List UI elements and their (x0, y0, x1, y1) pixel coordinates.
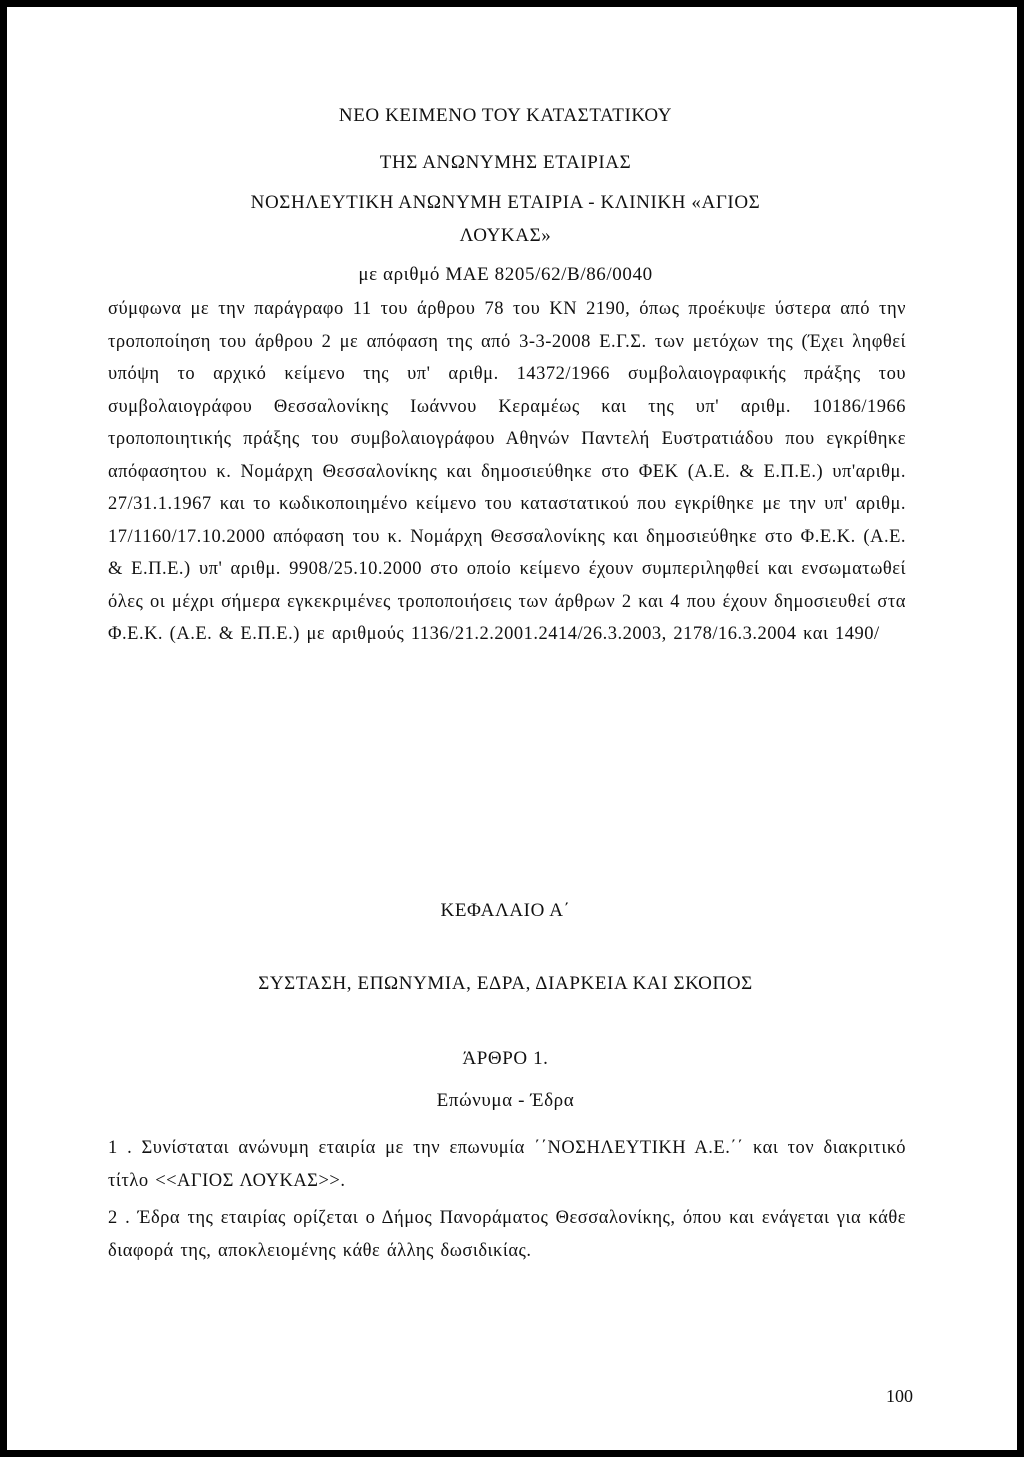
header-line-2: ΤΗΣ ΑΝΩΝΥΜΗΣ ΕΤΑΙΡΙΑΣ (379, 152, 632, 173)
header-line-1: ΝΕΟ ΚΕΙΜΕΝΟ ΤΟΥ ΚΑΤΑΣΤΑΤΙΚΟΥ (338, 105, 673, 126)
article-paragraph-2: 2 . Έδρα της εταιρίας ορίζεται ο Δήμος Πανοράματος Θεσσαλονίκης, όπου και ενάγεται για κάθε διαφορά της, αποκλειομένης κάθε άλλης δωσιδικίας. (108, 1208, 906, 1261)
chapter-label: ΚΕΦΑΛΑΙΟ Α΄ (440, 900, 571, 921)
header-line-4: ΛΟΥΚΑΣ» (459, 225, 552, 246)
article-title: Επώνυμα - Έδρα (436, 1090, 575, 1111)
page-number: 100 (886, 1386, 913, 1406)
header-line-3: ΝΟΣΗΛΕΥΤΙΚΗ ΑΝΩΝΥΜΗ ΕΤΑΙΡΙΑ - ΚΛΙΝΙΚΗ «ΑΓΙΟΣ (250, 192, 761, 213)
article-paragraph-1: 1 . Συνίσταται ανώνυμη εταιρία με την επωνυμία ΄΄ΝΟΣΗΛΕΥΤΙΚΗ Α.Ε.΄΄ και τον διακριτικό τίτλο <<ΑΓΙΟΣ ΛΟΥΚΑΣ>>. (108, 1138, 906, 1191)
header-line-5: με αριθμό ΜΑΕ 8205/62/Β/86/0040 (358, 264, 653, 285)
document-page (7, 7, 1017, 1450)
article-label: ΆΡΘΡΟ 1. (462, 1048, 549, 1069)
intro-paragraph: σύμφωνα με την παράγραφο 11 του άρθρου 78 του ΚΝ 2190, όπως προέκυψε ύστερα από την τροποποίηση του άρθρου 2 με απόφαση της από 3-3-2008 Ε.Γ.Σ. των μετόχων της (Έχει ληφθεί υπόψη το αρχικό κείμενο της υπ' αριθμ. 14372/1966 συμβολαιογραφικής πράξης του συμβολαιογράφου Θεσσαλονίκης Ιωάννου Κεραμέως και της υπ' αριθμ. 10186/1966 τροποποιητικής πράξης του συμβολαιογράφου Αθηνών Παντελή Ευστρατιάδου που εγκρίθηκε απόφασητου κ. Νομάρχη Θεσσαλονίκης και δημοσιεύθηκε στο ΦΕΚ (Α.Ε. & Ε.Π.Ε.) υπ'αριθμ. 27/31.1.1967 και το κωδικοποιημένο κείμενο του καταστατικού που εγκρίθηκε με την υπ' αριθμ. 17/1160/17.10.2000 απόφαση του κ. Νομάρχη Θεσσαλονίκης και δημοσιεύθηκε στο Φ.Ε.Κ. (Α.Ε. & Ε.Π.Ε.) υπ' αριθμ. 9908/25.10.2000 στο οποίο κείμενο έχουν συμπεριληφθεί και ενσωματωθεί όλες οι μέχρι σήμερα εγκεκριμένες τροποποιήσεις των άρθρων 2 και 4 που έχουν δημοσιευθεί στα Φ.Ε.Κ. (Α.Ε. & Ε.Π.Ε.) με αριθμούς 1136/21.2.2001.2414/26.3.2003, 2178/16.3.2004 και 1490/ (108, 299, 906, 644)
chapter-title: ΣΥΣΤΑΣΗ, ΕΠΩΝΥΜΙΑ, ΕΔΡΑ, ΔΙΑΡΚΕΙΑ ΚΑΙ ΣΚΟΠΟΣ (258, 973, 753, 994)
